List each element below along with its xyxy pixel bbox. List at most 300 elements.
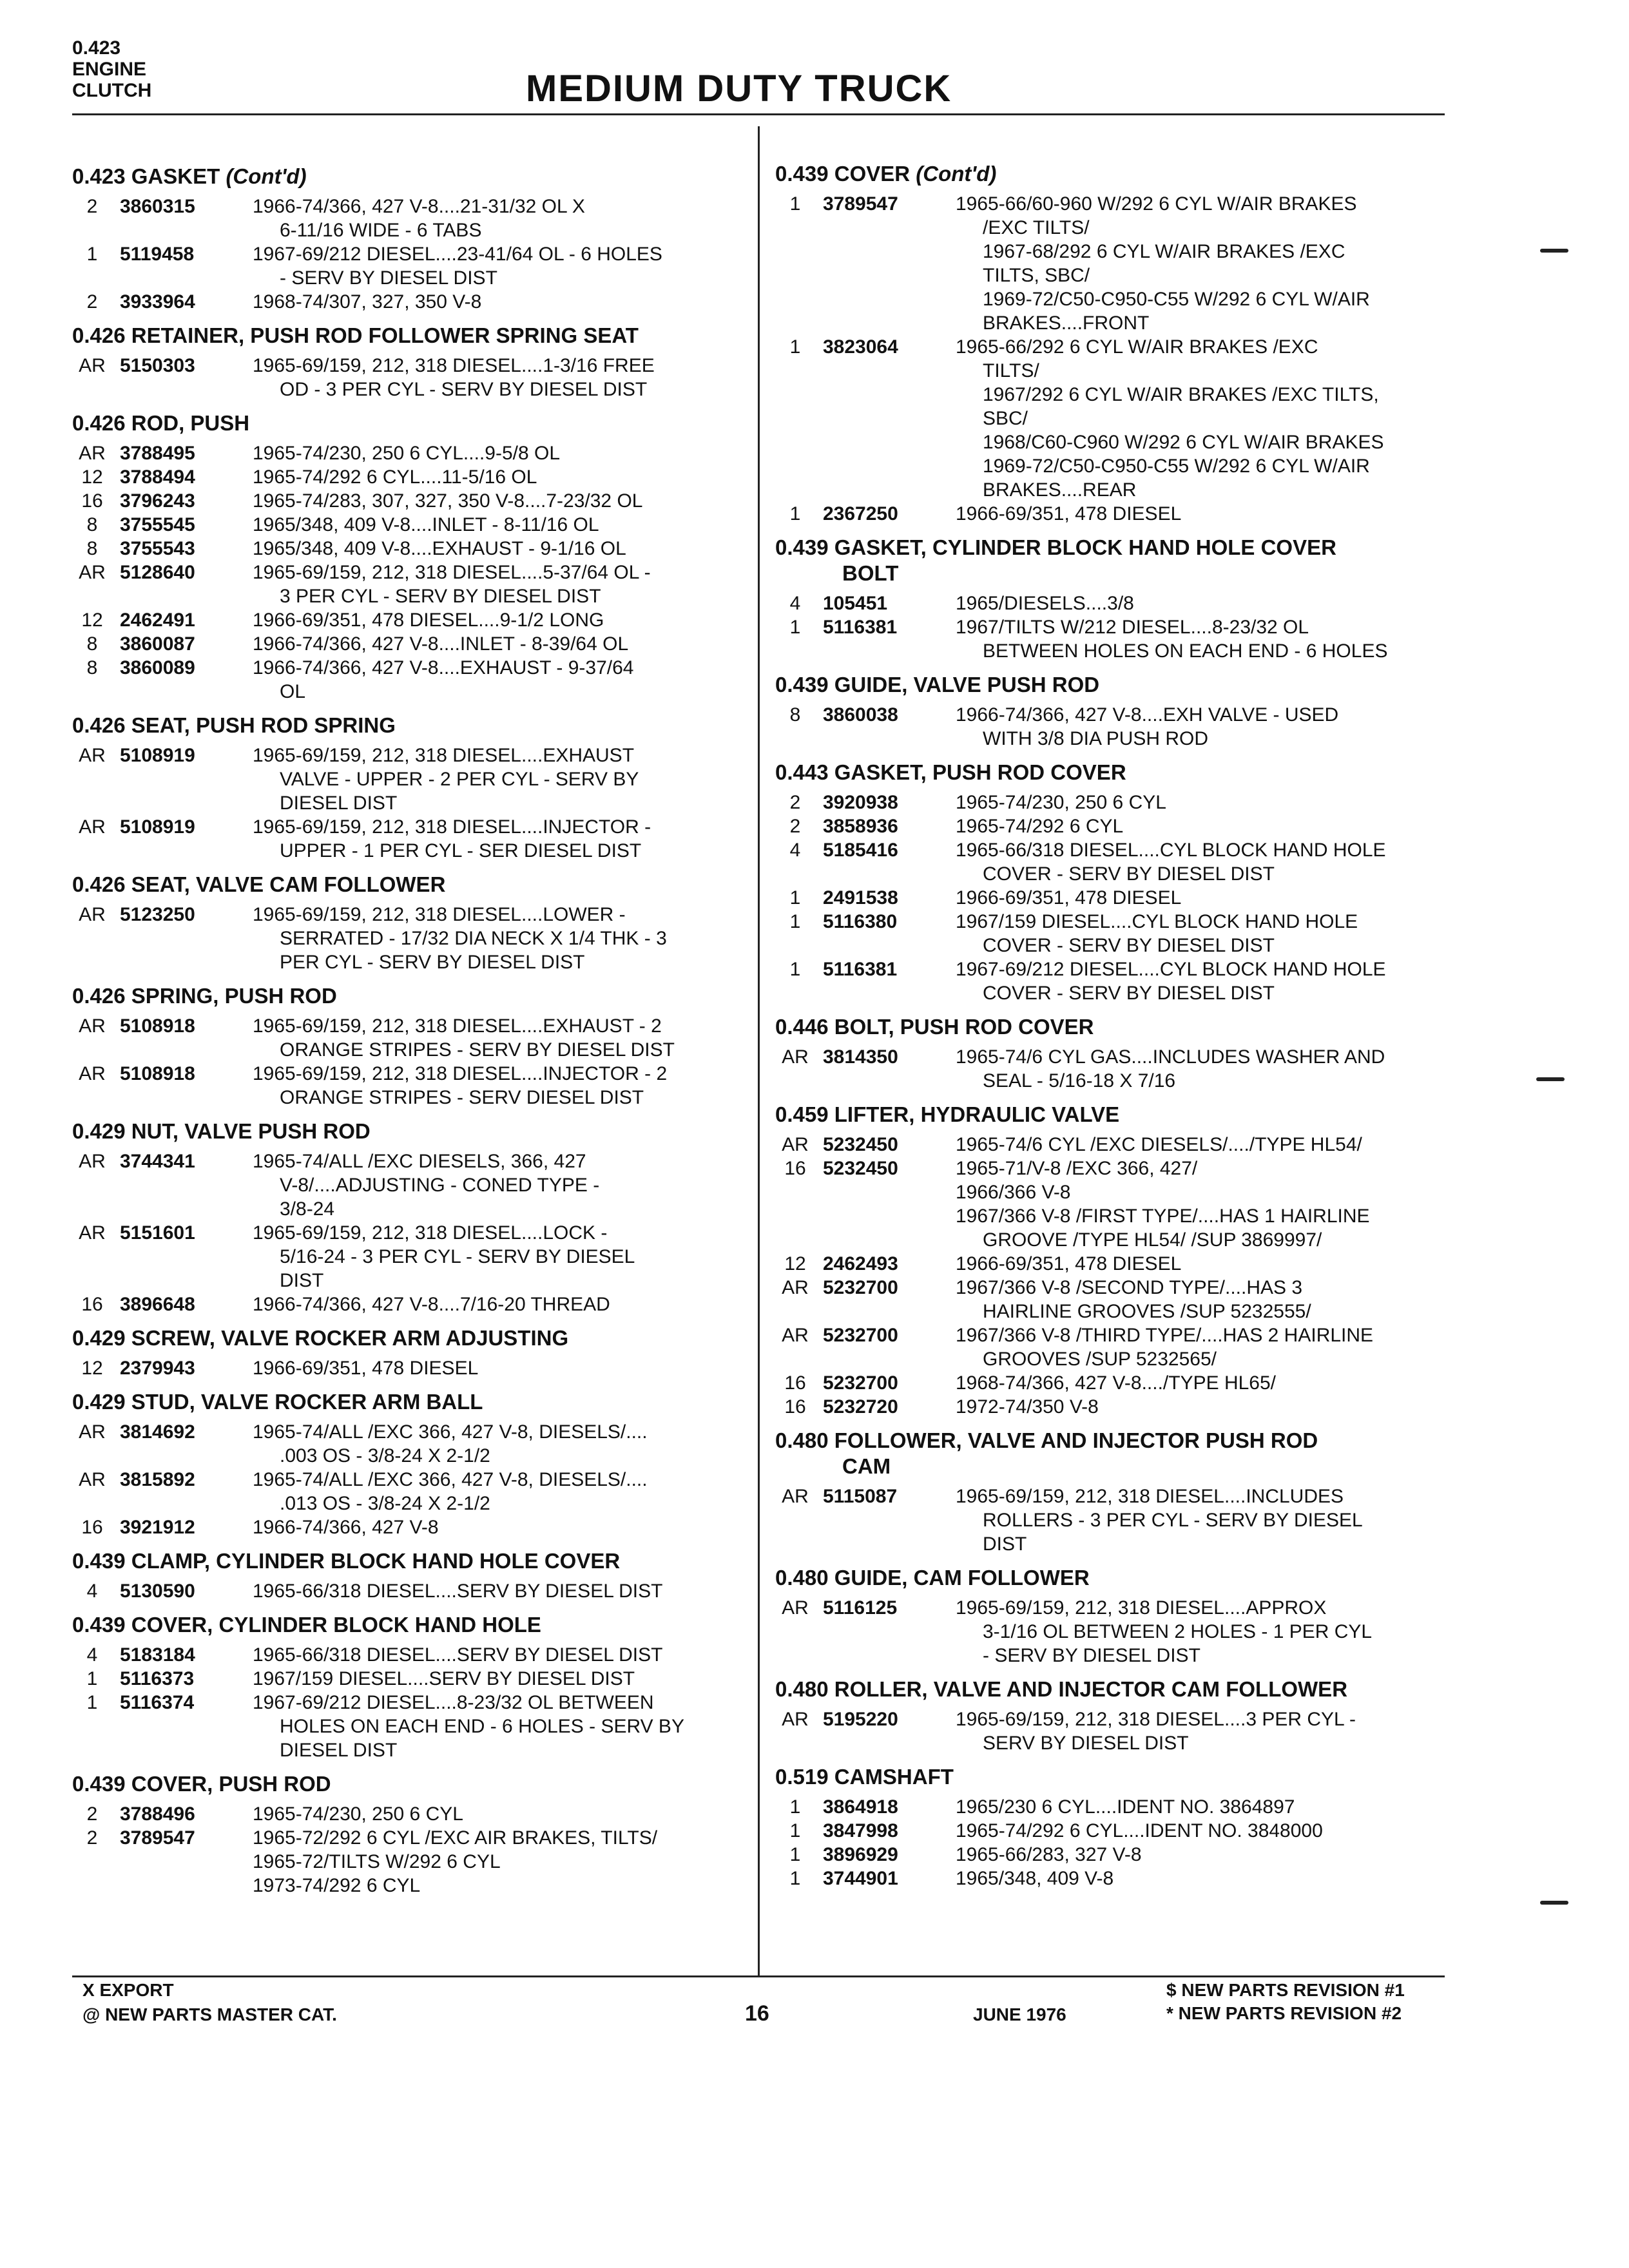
part-row — [72, 1691, 742, 1762]
part-number: 3789547 — [823, 193, 898, 215]
part-row — [72, 1014, 742, 1062]
part-description — [253, 1356, 742, 1380]
part-quantity: AR — [782, 1325, 809, 1346]
section-title — [775, 1764, 1445, 1790]
description-line: 1966/366 V-8 — [956, 1182, 1071, 1203]
part-number: 5195220 — [823, 1709, 898, 1730]
catalog-section — [775, 1102, 1445, 1419]
section-title — [775, 1102, 1445, 1128]
part-quantity: AR — [79, 562, 106, 583]
part-description — [253, 744, 742, 815]
part-quantity: 16 — [784, 1396, 806, 1418]
part-quantity: 16 — [784, 1158, 806, 1179]
part-number: 3815892 — [120, 1469, 195, 1490]
section-title — [72, 983, 742, 1009]
part-row — [72, 537, 742, 561]
part-row — [775, 1795, 1445, 1819]
part-description — [253, 513, 742, 537]
description-line: COVER - SERV BY DIESEL DIST — [983, 935, 1275, 956]
description-line: - SERV BY DIESEL DIST — [280, 267, 497, 289]
part-row — [72, 354, 742, 401]
part-row — [72, 744, 742, 815]
section-title-text: 0.426 SEAT, VALVE CAM FOLLOWER — [72, 872, 446, 896]
description-line: 1965-74/ALL /EXC 366, 427 V-8, DIESELS/.... — [253, 1469, 648, 1490]
part-row — [72, 195, 742, 242]
description-line: 1967-68/292 6 CYL W/AIR BRAKES /EXC — [983, 241, 1345, 262]
part-description — [253, 1579, 742, 1603]
description-line: 1967-69/212 DIESEL....CYL BLOCK HAND HOLE — [956, 959, 1386, 980]
section-title-text: 0.480 FOLLOWER, VALVE AND INJECTOR PUSH ROD — [775, 1428, 1318, 1452]
part-quantity: 1 — [789, 887, 801, 908]
part-quantity: AR — [782, 1486, 809, 1507]
part-number: 2462493 — [823, 1253, 898, 1274]
part-quantity: 2 — [86, 1803, 98, 1825]
section-title-text: 0.439 GASKET, CYLINDER BLOCK HAND HOLE COVER — [775, 535, 1336, 559]
column-divider — [758, 126, 760, 1975]
section-title-text: 0.480 GUIDE, CAM FOLLOWER — [775, 1566, 1090, 1590]
description-line: 1965/230 6 CYL....IDENT NO. 3864897 — [956, 1796, 1295, 1818]
catalog-section — [775, 1014, 1445, 1093]
section-title — [72, 1548, 742, 1574]
part-row — [775, 791, 1445, 814]
section-title-text: 0.426 SPRING, PUSH ROD — [72, 984, 337, 1008]
part-row — [72, 242, 742, 290]
part-row — [72, 465, 742, 489]
description-line: HAIRLINE GROOVES /SUP 5232555/ — [983, 1301, 1311, 1322]
catalog-section — [775, 672, 1445, 751]
description-line: 1965-69/159, 212, 318 DIESEL....APPROX — [956, 1597, 1327, 1619]
part-number: 5185416 — [823, 840, 898, 861]
description-line: 1967/TILTS W/212 DIESEL....8-23/32 OL — [956, 617, 1309, 638]
part-number: 5116381 — [823, 617, 898, 638]
part-quantity: 1 — [789, 1796, 801, 1818]
part-quantity: 8 — [86, 514, 98, 535]
section-title-text: 0.439 GUIDE, VALVE PUSH ROD — [775, 673, 1100, 697]
part-quantity: 4 — [789, 593, 801, 614]
part-quantity: 16 — [784, 1372, 806, 1394]
description-line: 1965-66/60-960 W/292 6 CYL W/AIR BRAKES — [956, 193, 1357, 215]
part-row — [72, 1579, 742, 1603]
part-description — [956, 910, 1445, 957]
part-number: 5232450 — [823, 1134, 898, 1155]
part-row — [72, 561, 742, 608]
catalog-section — [72, 983, 742, 1110]
part-row — [775, 1395, 1445, 1419]
part-quantity: AR — [79, 745, 106, 766]
description-line: 1965-66/318 DIESEL....CYL BLOCK HAND HOLE — [956, 840, 1386, 861]
part-description — [956, 838, 1445, 886]
part-quantity: 12 — [81, 1358, 103, 1379]
part-quantity: 1 — [789, 911, 801, 932]
description-line: BETWEEN HOLES ON EACH END - 6 HOLES — [983, 640, 1388, 662]
catalog-section — [775, 535, 1445, 663]
part-number: 3896929 — [823, 1844, 898, 1865]
description-line: WITH 3/8 DIA PUSH ROD — [983, 728, 1209, 749]
catalog-section — [72, 1612, 742, 1762]
part-number: 3788496 — [120, 1803, 195, 1825]
part-quantity: 1 — [789, 193, 801, 215]
part-number: 3933964 — [120, 291, 195, 312]
part-number: 5130590 — [120, 1581, 195, 1602]
part-quantity: AR — [782, 1134, 809, 1155]
part-row — [775, 1819, 1445, 1843]
part-quantity: 8 — [86, 538, 98, 559]
description-line: 3 PER CYL - SERV BY DIESEL DIST — [280, 586, 601, 607]
description-line: 1966-69/351, 478 DIESEL — [956, 503, 1182, 524]
header-rule — [72, 113, 1445, 115]
part-row — [775, 1371, 1445, 1395]
category-clutch: CLUTCH — [72, 80, 152, 101]
section-title-text: 0.439 COVER, CYLINDER BLOCK HAND HOLE — [72, 1613, 541, 1637]
description-line: ROLLERS - 3 PER CYL - SERV BY DIESEL — [983, 1510, 1363, 1531]
part-row — [72, 1468, 742, 1515]
part-row — [72, 513, 742, 537]
catalog-section — [775, 1428, 1445, 1556]
description-line: OL — [280, 681, 306, 702]
part-number: 5116380 — [823, 911, 898, 932]
part-quantity: 1 — [789, 1844, 801, 1865]
part-quantity: AR — [79, 904, 106, 925]
part-description — [253, 1643, 742, 1667]
description-line: SERV BY DIESEL DIST — [983, 1733, 1189, 1754]
section-title — [72, 410, 742, 436]
section-title — [775, 535, 1445, 586]
part-number: 5115087 — [823, 1486, 898, 1507]
part-number: 3858936 — [823, 816, 898, 837]
part-quantity: 4 — [789, 840, 801, 861]
part-row — [775, 814, 1445, 838]
description-line: 6-11/16 WIDE - 6 TABS — [280, 220, 482, 241]
section-title-cont: CAM — [842, 1454, 891, 1478]
part-number: 3847998 — [823, 1820, 898, 1841]
description-line: DIESEL DIST — [280, 793, 398, 814]
part-description — [956, 1045, 1445, 1093]
part-row — [72, 1293, 742, 1316]
part-row — [72, 1667, 742, 1691]
part-number: 5151601 — [120, 1222, 195, 1244]
catalog-section — [72, 713, 742, 863]
part-row — [775, 502, 1445, 526]
description-line: 1969-72/C50-C950-C55 W/292 6 CYL W/AIR — [983, 289, 1370, 310]
part-number: 5108918 — [120, 1015, 195, 1037]
description-line: 1968-74/366, 427 V-8..../TYPE HL65/ — [956, 1372, 1276, 1394]
part-quantity: AR — [79, 1469, 106, 1490]
description-line: TILTS, SBC/ — [983, 265, 1090, 286]
description-line: 1967/159 DIESEL....SERV BY DIESEL DIST — [253, 1668, 635, 1689]
part-description — [253, 561, 742, 608]
description-line: SEAL - 5/16-18 X 7/16 — [983, 1070, 1176, 1091]
section-title-text: 0.519 CAMSHAFT — [775, 1765, 954, 1789]
part-quantity: 1 — [789, 1868, 801, 1889]
description-line: 1965-74/230, 250 6 CYL....9-5/8 OL — [253, 443, 560, 464]
part-description — [253, 815, 742, 863]
part-description — [956, 791, 1445, 814]
part-row — [775, 1596, 1445, 1667]
part-quantity: 16 — [81, 1517, 103, 1538]
part-quantity: AR — [782, 1046, 809, 1068]
part-quantity: 2 — [789, 816, 801, 837]
part-description — [253, 1468, 742, 1515]
part-number: 3860087 — [120, 633, 195, 655]
part-quantity: 2 — [86, 291, 98, 312]
continued-label: (Cont'd) — [916, 162, 997, 186]
catalog-section — [72, 164, 742, 314]
part-quantity: AR — [79, 1063, 106, 1084]
part-row — [72, 441, 742, 465]
part-description — [253, 465, 742, 489]
part-number: 2491538 — [823, 887, 898, 908]
part-number: 5108919 — [120, 816, 195, 838]
description-line: 1965-74/283, 307, 327, 350 V-8....7-23/32 OL — [253, 490, 643, 512]
description-line: SBC/ — [983, 408, 1028, 429]
part-quantity: 1 — [789, 336, 801, 358]
part-description — [253, 354, 742, 401]
part-number: 3788495 — [120, 443, 195, 464]
part-row — [72, 1420, 742, 1468]
part-number: 5128640 — [120, 562, 195, 583]
description-line: 1973-74/292 6 CYL — [253, 1875, 421, 1896]
margin-mark — [1536, 1077, 1565, 1081]
section-title — [72, 1325, 742, 1351]
part-number: 5116381 — [823, 959, 898, 980]
part-description — [253, 1667, 742, 1691]
part-description — [253, 1802, 742, 1826]
description-line: - SERV BY DIESEL DIST — [983, 1645, 1200, 1666]
part-row — [72, 1356, 742, 1380]
description-line: 1965/DIESELS....3/8 — [956, 593, 1134, 614]
section-title — [775, 1428, 1445, 1479]
description-line: 1966-74/366, 427 V-8....7/16-20 THREAD — [253, 1294, 610, 1315]
description-line: 1965-74/292 6 CYL — [956, 816, 1124, 837]
catalog-section — [72, 1119, 742, 1316]
description-line: HOLES ON EACH END - 6 HOLES - SERV BY — [280, 1716, 684, 1737]
section-title — [72, 872, 742, 898]
section-title — [775, 1014, 1445, 1040]
part-description — [956, 615, 1445, 663]
description-line: 1965-66/283, 327 V-8 — [956, 1844, 1142, 1865]
part-row — [72, 290, 742, 314]
part-number: 5232700 — [823, 1325, 898, 1346]
section-title — [72, 1389, 742, 1415]
part-quantity: 8 — [86, 633, 98, 655]
part-quantity: AR — [79, 1015, 106, 1037]
part-description — [956, 591, 1445, 615]
section-title — [72, 713, 742, 738]
part-row — [72, 1149, 742, 1221]
part-description — [253, 290, 742, 314]
description-line: 1965-74/6 CYL /EXC DIESELS/..../TYPE HL54/ — [956, 1134, 1362, 1155]
catalog-section — [72, 1771, 742, 1898]
description-line: TILTS/ — [983, 360, 1039, 381]
part-description — [956, 1252, 1445, 1276]
part-number: 3755545 — [120, 514, 195, 535]
part-quantity: 4 — [86, 1581, 98, 1602]
part-quantity: AR — [79, 816, 106, 838]
section-title-text: 0.429 NUT, VALVE PUSH ROD — [72, 1119, 371, 1143]
description-line: 1968-74/307, 327, 350 V-8 — [253, 291, 482, 312]
description-line: 1966-69/351, 478 DIESEL — [956, 1253, 1182, 1274]
part-description — [956, 703, 1445, 751]
part-row — [72, 903, 742, 974]
part-number: 3814692 — [120, 1421, 195, 1443]
section-title-text: 0.426 SEAT, PUSH ROD SPRING — [72, 713, 396, 737]
description-line: 1965/348, 409 V-8....INLET - 8-11/16 OL — [253, 514, 599, 535]
part-description — [253, 1221, 742, 1293]
part-quantity: AR — [782, 1709, 809, 1730]
section-title-text: 0.439 COVER, PUSH ROD — [72, 1772, 331, 1796]
description-line: 1966-74/366, 427 V-8....INLET - 8-39/64 OL — [253, 633, 629, 655]
catalog-section — [72, 1325, 742, 1380]
part-row — [775, 703, 1445, 751]
catalog-section — [775, 161, 1445, 526]
part-row — [72, 1062, 742, 1110]
part-description — [956, 1795, 1445, 1819]
catalog-section — [72, 410, 742, 704]
part-row — [775, 838, 1445, 886]
description-line: ORANGE STRIPES - SERV DIESEL DIST — [280, 1087, 644, 1108]
description-line: 1965/348, 409 V-8....EXHAUST - 9-1/16 OL — [253, 538, 626, 559]
description-line: 1965-74/230, 250 6 CYL — [956, 792, 1166, 813]
part-quantity: 1 — [86, 244, 98, 265]
description-line: 1967-69/212 DIESEL....8-23/32 OL BETWEEN — [253, 1692, 654, 1713]
section-title — [72, 1119, 742, 1144]
description-line: GROOVES /SUP 5232565/ — [983, 1349, 1217, 1370]
footer-rev2: * NEW PARTS REVISION #2 — [1166, 2003, 1402, 2023]
part-description — [253, 1826, 742, 1898]
part-number: 5119458 — [120, 244, 195, 265]
part-number: 3860089 — [120, 657, 195, 678]
description-line: 1965-69/159, 212, 318 DIESEL....EXHAUST - 2 — [253, 1015, 662, 1037]
description-line: ORANGE STRIPES - SERV BY DIESEL DIST — [280, 1039, 675, 1061]
margin-mark — [1540, 1901, 1568, 1905]
description-line: 1966-69/351, 478 DIESEL — [956, 887, 1182, 908]
section-title — [775, 760, 1445, 785]
part-description — [956, 1707, 1445, 1755]
part-description — [253, 903, 742, 974]
left-column — [72, 164, 742, 1907]
part-description — [253, 537, 742, 561]
part-number: 105451 — [823, 593, 888, 614]
description-line: COVER - SERV BY DIESEL DIST — [983, 983, 1275, 1004]
part-row — [775, 1133, 1445, 1157]
description-line: 1966-74/366, 427 V-8....EXHAUST - 9-37/64 — [253, 657, 634, 678]
header-block — [72, 37, 151, 101]
part-number: 5232450 — [823, 1158, 898, 1179]
section-title — [72, 1771, 742, 1797]
part-description — [956, 1133, 1445, 1157]
part-description — [956, 1157, 1445, 1252]
footer-export: X EXPORT — [82, 1980, 174, 2000]
part-number: 5116374 — [120, 1692, 195, 1713]
part-number: 5108919 — [120, 745, 195, 766]
description-line: BRAKES....FRONT — [983, 312, 1150, 334]
description-line: 1965-74/ALL /EXC 366, 427 V-8, DIESELS/.... — [253, 1421, 648, 1443]
part-quantity: 2 — [789, 792, 801, 813]
part-row — [72, 656, 742, 704]
part-quantity: 16 — [81, 490, 103, 512]
part-row — [72, 489, 742, 513]
description-line: 1965-74/230, 250 6 CYL — [253, 1803, 463, 1825]
part-number: 3796243 — [120, 490, 195, 512]
part-row — [775, 886, 1445, 910]
description-line: 1965-69/159, 212, 318 DIESEL....5-37/64 OL - — [253, 562, 651, 583]
catalog-section — [775, 1677, 1445, 1755]
part-quantity: 1 — [86, 1692, 98, 1713]
part-row — [72, 608, 742, 632]
part-number: 3789547 — [120, 1827, 195, 1849]
part-number: 5232700 — [823, 1277, 898, 1298]
catalog-section — [72, 1389, 742, 1539]
margin-mark — [1540, 249, 1568, 253]
section-title-text: 0.426 RETAINER, PUSH ROD FOLLOWER SPRING SEAT — [72, 323, 639, 347]
part-number: 5116373 — [120, 1668, 195, 1689]
description-line: 1965-69/159, 212, 318 DIESEL....EXHAUST — [253, 745, 635, 766]
part-number: 3920938 — [823, 792, 898, 813]
part-quantity: 12 — [81, 466, 103, 488]
description-line: 1965-69/159, 212, 318 DIESEL....3 PER CYL - — [956, 1709, 1356, 1730]
description-line: 1965-69/159, 212, 318 DIESEL....LOCK - — [253, 1222, 608, 1244]
part-description — [956, 502, 1445, 526]
part-row — [775, 615, 1445, 663]
footer-master: @ NEW PARTS MASTER CAT. — [82, 2004, 337, 2024]
part-row — [775, 1867, 1445, 1890]
page-title: MEDIUM DUTY TRUCK — [526, 68, 952, 110]
section-title — [775, 161, 1445, 187]
section-title-cont: BOLT — [842, 561, 899, 585]
section-title-text: 0.480 ROLLER, VALVE AND INJECTOR CAM FOLLOWER — [775, 1677, 1348, 1701]
part-number: 3921912 — [120, 1517, 195, 1538]
part-number: 3744901 — [823, 1868, 898, 1889]
part-number: 3744341 — [120, 1151, 195, 1172]
description-line: PER CYL - SERV BY DIESEL DIST — [280, 952, 585, 973]
section-title-text: 0.439 COVER — [775, 162, 911, 186]
part-row — [775, 1276, 1445, 1323]
part-description — [956, 1276, 1445, 1323]
part-quantity: AR — [79, 355, 106, 376]
part-number: 3755543 — [120, 538, 195, 559]
section-title-text: 0.429 STUD, VALVE ROCKER ARM BALL — [72, 1390, 483, 1414]
part-description — [253, 489, 742, 513]
part-description — [253, 1420, 742, 1468]
description-line: /EXC TILTS/ — [983, 217, 1090, 238]
part-quantity: AR — [782, 1277, 809, 1298]
part-description — [253, 608, 742, 632]
part-description — [956, 1867, 1445, 1890]
description-line: 1965-71/V-8 /EXC 366, 427/ — [956, 1158, 1198, 1179]
part-row — [72, 1643, 742, 1667]
catalog-section — [775, 1565, 1445, 1667]
description-line: 1966-74/366, 427 V-8....EXH VALVE - USED — [956, 704, 1339, 726]
description-line: 1965-69/159, 212, 318 DIESEL....INJECTOR - 2 — [253, 1063, 668, 1084]
part-quantity: 8 — [86, 657, 98, 678]
description-line: 1965/348, 409 V-8 — [956, 1868, 1114, 1889]
part-number: 2367250 — [823, 503, 898, 524]
part-row — [775, 591, 1445, 615]
part-quantity: AR — [79, 1222, 106, 1244]
part-number: 3860315 — [120, 196, 195, 217]
part-quantity: 1 — [789, 959, 801, 980]
part-row — [775, 1323, 1445, 1371]
section-title — [72, 164, 742, 189]
description-line: 5/16-24 - 3 PER CYL - SERV BY DIESEL — [280, 1246, 635, 1267]
description-line: 1965-72/TILTS W/292 6 CYL — [253, 1851, 501, 1872]
description-line: DIST — [983, 1533, 1027, 1555]
part-number: 5108918 — [120, 1063, 195, 1084]
description-line: 1965-74/ALL /EXC DIESELS, 366, 427 — [253, 1151, 586, 1172]
part-row — [775, 1252, 1445, 1276]
part-quantity: 1 — [789, 617, 801, 638]
part-row — [775, 1843, 1445, 1867]
